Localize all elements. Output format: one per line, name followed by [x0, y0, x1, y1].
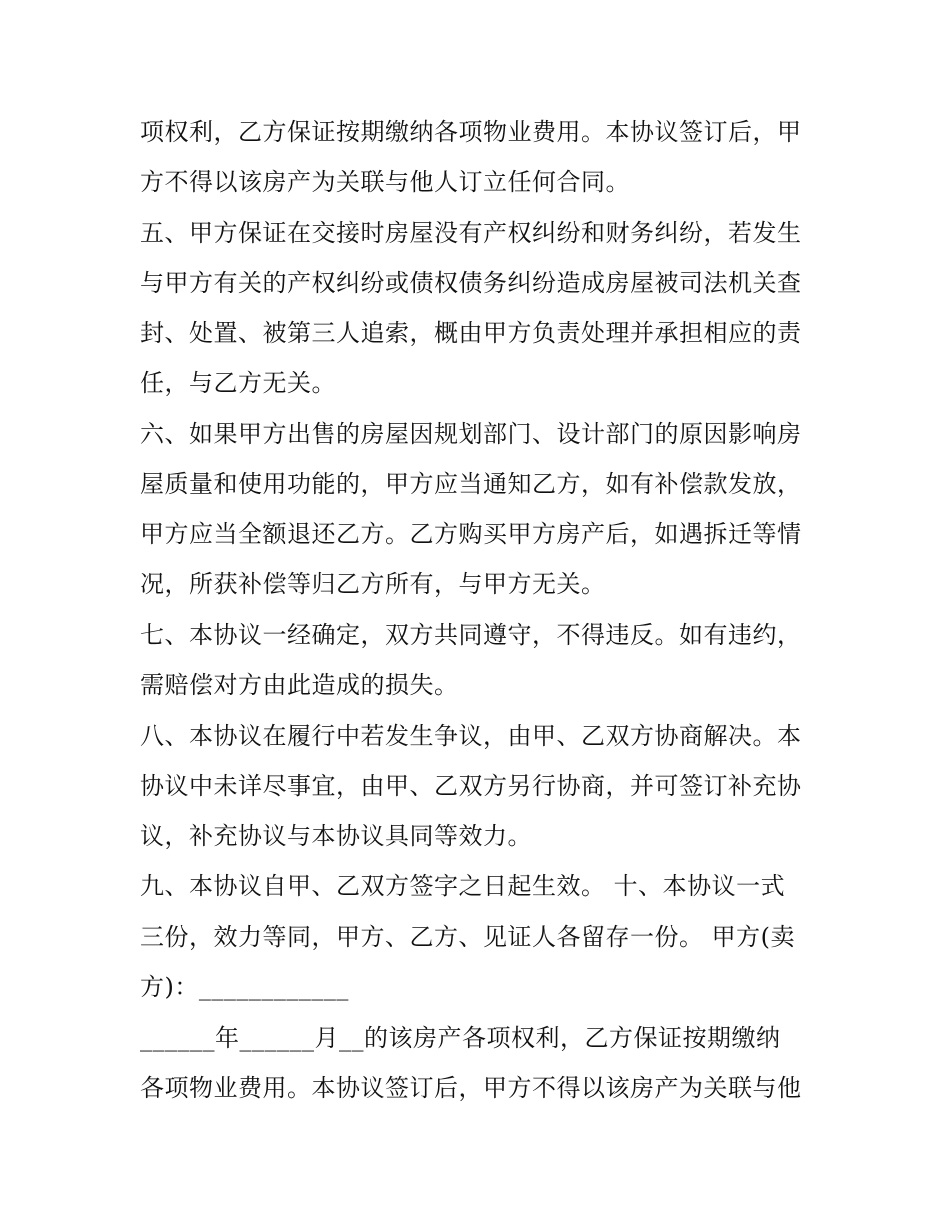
- text-line: 需赔偿对方由此造成的损失。: [140, 671, 459, 699]
- text-line: 八、本协议在履行中若发生争议，由甲、乙双方协商解决。本: [140, 722, 802, 750]
- text-line: 甲方应当全额退还乙方。乙方购买甲方房产后，如遇拆迁等情: [140, 520, 802, 548]
- seller-signature-line: 方)：____________: [140, 973, 349, 1001]
- text-line: 三份，效力等同，甲方、乙方、见证人各留存一份。 甲方(卖: [140, 923, 795, 951]
- text-line: 七、本协议一经确定，双方共同遵守，不得违反。如有违约，: [140, 621, 802, 649]
- text-line: 封、处置、被第三人追索，概由甲方负责处理并承担相应的责: [140, 319, 802, 347]
- text-line: 五、甲方保证在交接时房屋没有产权纠纷和财务纠纷，若发生: [140, 219, 802, 247]
- text-line: 方不得以该房产为关联与他人订立任何合同。: [140, 168, 630, 196]
- text-line: 各项物业费用。本协议签订后，甲方不得以该房产为关联与他: [140, 1074, 802, 1102]
- text-line: 六、如果甲方出售的房屋因规划部门、设计部门的原因影响房: [140, 420, 802, 448]
- text-line: 屋质量和使用功能的，甲方应当通知乙方，如有补偿款发放，: [140, 470, 802, 498]
- text-line: 任，与乙方无关。: [140, 369, 336, 397]
- date-fill-line: ______年______月__的该房产各项权利，乙方保证按期缴纳: [140, 1024, 781, 1052]
- text-line: 与甲方有关的产权纠纷或债权债务纠纷造成房屋被司法机关查: [140, 269, 802, 297]
- text-line: 议，补充协议与本协议具同等效力。: [140, 822, 532, 850]
- text-line: 协议中未详尽事宜，由甲、乙双方另行协商，并可签订补充协: [140, 772, 802, 800]
- text-line: 项权利，乙方保证按期缴纳各项物业费用。本协议签订后，甲: [140, 118, 802, 146]
- text-line: 九、本协议自甲、乙双方签字之日起生效。 十、本协议一式: [140, 872, 786, 900]
- text-line: 况，所获补偿等归乙方所有，与甲方无关。: [140, 570, 606, 598]
